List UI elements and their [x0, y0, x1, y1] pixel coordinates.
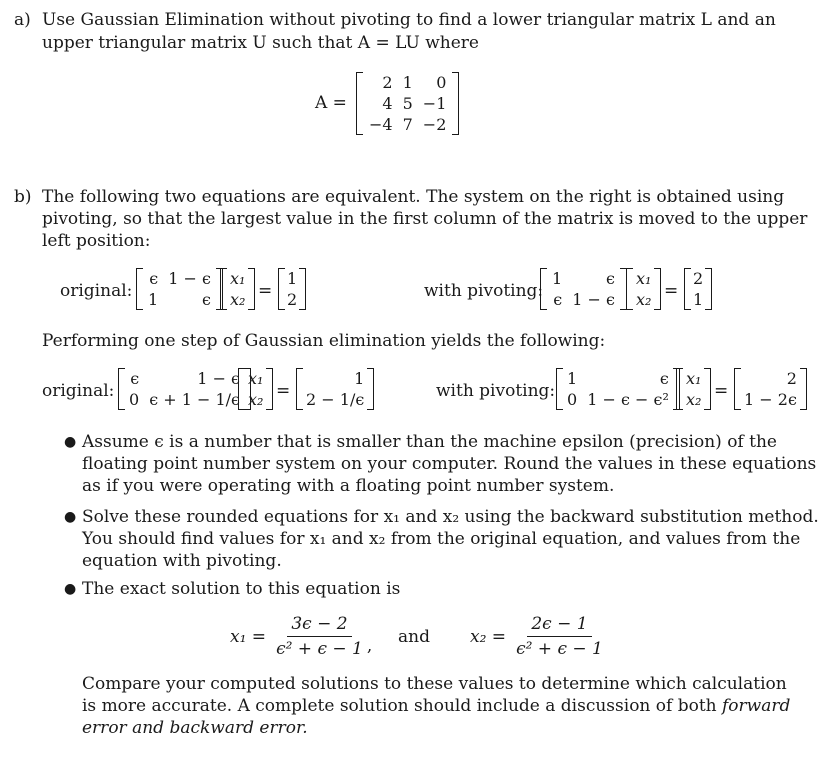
var-x2: x₂: [230, 290, 246, 309]
eq2-original-vars: [238, 368, 273, 410]
forward-term: forward: [722, 696, 791, 716]
eq1-original-vars: [220, 268, 255, 310]
x2-solution: [470, 614, 607, 659]
comma: ,: [366, 635, 373, 656]
x1-fraction: [272, 614, 367, 659]
matrix-a: [356, 72, 459, 135]
rhs-cell: 2: [786, 369, 797, 388]
var-x2: x₂: [686, 390, 702, 409]
x2-fraction: [512, 614, 607, 659]
part-a-line-2: upper triangular matrix U such that A = LU where: [42, 33, 479, 53]
matrix-cell: 1 − ϵ: [197, 369, 241, 388]
x1-numerator: 3ϵ − 2: [287, 614, 351, 637]
eq1-pivot-rhs: [684, 268, 712, 310]
original-label-2: original:: [42, 381, 115, 401]
matrix-a-cell: −1: [422, 94, 447, 113]
var-x2: x₂: [636, 290, 652, 309]
compare-line-1: Compare your computed solutions to these values to determine which calculation: [82, 674, 787, 694]
matrix-cell: 0: [567, 390, 578, 409]
part-b-intro-3: left position:: [42, 231, 151, 251]
var-x1: x₁: [636, 269, 652, 288]
x2-numerator: 2ϵ − 1: [527, 614, 591, 637]
var-x1: x₁: [686, 369, 702, 388]
eq2-pivot-vars: [676, 368, 711, 410]
compare-line-2: [82, 695, 790, 717]
matrix-a-cell: −4: [369, 115, 393, 134]
matrix-cell: ϵ: [605, 269, 615, 288]
rhs-cell: 2: [693, 269, 704, 288]
bullet-dot: ●: [64, 509, 77, 525]
and-word: and: [398, 627, 430, 647]
var-x1: x₁: [230, 269, 246, 288]
x1-denominator: ϵ² + ϵ − 1: [276, 639, 363, 659]
matrix-a-cell: 2: [382, 73, 393, 92]
matrix-cell: 1 − ϵ − ϵ²: [587, 390, 669, 409]
step-text: Performing one step of Gaussian elimination yields the following:: [42, 331, 606, 351]
equals-sign: =: [276, 381, 291, 401]
pivoting-label: with pivoting:: [424, 281, 544, 301]
compare-line-2-text: is more accurate. A complete solution should include a discussion of both: [82, 696, 717, 716]
var-x2: x₂: [248, 390, 264, 409]
rhs-cell: 1 − 2ϵ: [744, 390, 797, 409]
eq1-pivot-vars: [626, 268, 661, 310]
rhs-cell: 2 − 1/ϵ: [306, 390, 365, 409]
x2-lhs: x₂ =: [470, 626, 507, 647]
x1-solution: [230, 614, 372, 659]
bullet-2-line-2: You should find values for x₁ and x₂ from the original equation, and values from the: [82, 529, 801, 549]
matrix-cell: ϵ + 1 − 1/ϵ: [149, 390, 241, 409]
original-label: original:: [60, 281, 133, 301]
eq1-pivot-matrix: [540, 268, 627, 310]
rhs-cell: 1: [287, 269, 298, 288]
part-b-intro-2: pivoting, so that the largest value in the first column of the matrix is moved to the upper: [42, 209, 808, 229]
matrix-a-cell: 5: [402, 94, 413, 113]
eq2-pivot-matrix: [556, 368, 680, 410]
bullet-1-line-3: as if you were operating with a floating point number system.: [82, 476, 615, 496]
matrix-cell: 1: [552, 269, 563, 288]
bullet-2-line-3: equation with pivoting.: [82, 551, 282, 571]
bullet-dot: ●: [64, 434, 77, 450]
part-a-label: a): [14, 10, 31, 30]
var-x1: x₁: [248, 369, 264, 388]
part-a-line-1: Use Gaussian Elimination without pivoting to find a lower triangular matrix L and an: [42, 10, 776, 30]
bullet-1-line-1: Assume ϵ is a number that is smaller than the machine epsilon (precision) of the: [82, 432, 777, 452]
matrix-a-cell: 0: [436, 73, 447, 92]
bullet-1-line-2: floating point number system on your computer. Round the values in these equations: [82, 454, 817, 474]
matrix-cell: ϵ: [130, 369, 140, 388]
part-b-intro-1: The following two equations are equivalent. The system on the right is obtained using: [42, 187, 785, 207]
rhs-cell: 2: [287, 290, 298, 309]
bullet-dot: ●: [64, 581, 77, 597]
matrix-a-cell: 4: [382, 94, 393, 113]
eq2-original-rhs: [296, 368, 374, 410]
pivoting-label-2: with pivoting:: [436, 381, 556, 401]
matrix-a-cell: 1: [402, 73, 413, 92]
compare-line-3: [82, 717, 308, 739]
eq1-original-rhs: [278, 268, 306, 310]
matrix-a-name: A =: [315, 93, 347, 113]
x2-denominator: ϵ² + ϵ − 1: [516, 639, 603, 659]
equals-sign: =: [664, 281, 679, 301]
part-b-label: b): [14, 187, 32, 207]
equals-sign: =: [714, 381, 729, 401]
matrix-a-cell: −2: [422, 115, 447, 134]
rhs-cell: 1: [693, 290, 704, 309]
bullet-2-line-1: Solve these rounded equations for x₁ and x₂ using the backward substitution method.: [82, 507, 819, 527]
eq1-original-matrix: [136, 268, 223, 310]
matrix-cell: 1 − ϵ: [572, 290, 615, 309]
matrix-cell: ϵ: [553, 290, 563, 309]
eq2-original-matrix: [118, 368, 251, 410]
x1-lhs: x₁ =: [230, 626, 267, 647]
bullet-3-text: The exact solution to this equation is: [82, 579, 401, 599]
matrix-a-cell: 7: [402, 115, 413, 134]
backward-error-term: backward error.: [169, 718, 308, 738]
matrix-cell: ϵ: [149, 269, 159, 288]
matrix-cell: 1: [567, 369, 578, 388]
matrix-cell: 1: [148, 290, 159, 309]
matrix-cell: ϵ: [659, 369, 669, 388]
matrix-cell: 1 − ϵ: [168, 269, 211, 288]
matrix-cell: ϵ: [201, 290, 211, 309]
rhs-cell: 1: [354, 369, 365, 388]
equals-sign: =: [258, 281, 273, 301]
error-and-term: error and: [82, 718, 165, 738]
eq2-pivot-rhs: [734, 368, 807, 410]
matrix-cell: 0: [129, 390, 140, 409]
